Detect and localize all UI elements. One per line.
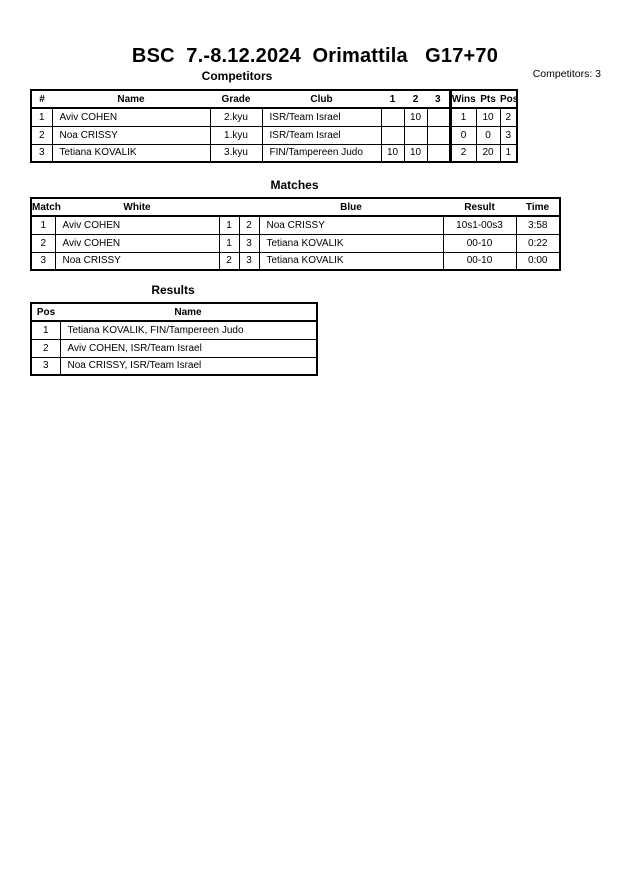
cell-round-1: 10	[381, 144, 404, 162]
cell-name: Tetiana KOVALIK	[52, 144, 210, 162]
cell-name: Tetiana KOVALIK, FIN/Tampereen Judo	[60, 321, 317, 339]
competitor-row	[31, 126, 517, 144]
header-round-1: 1	[381, 90, 404, 108]
cell-match-num: 2	[31, 234, 55, 252]
cell-pos: 1	[500, 144, 517, 162]
cell-round-2: 10	[404, 108, 427, 126]
cell-result: 10s1-00s3	[443, 216, 516, 234]
cell-blue-num: 3	[239, 252, 259, 270]
competitors-section-title: Competitors	[201, 69, 273, 83]
competitors-table	[30, 89, 518, 163]
matches-section-title: Matches	[270, 178, 319, 192]
cell-round-3	[427, 126, 450, 144]
competitor-row	[31, 144, 517, 162]
cell-time: 0:22	[516, 234, 560, 252]
cell-pos: 1	[31, 321, 60, 339]
header-round-3: 3	[427, 90, 450, 108]
cell-result: 00-10	[443, 252, 516, 270]
header-match: Match	[31, 198, 55, 216]
cell-grade: 1.kyu	[210, 126, 262, 144]
cell-result: 00-10	[443, 234, 516, 252]
cell-match-num: 1	[31, 216, 55, 234]
header-wins: Wins	[450, 90, 476, 108]
cell-white-name: Aviv COHEN	[55, 216, 219, 234]
header-num: #	[31, 90, 52, 108]
cell-pos: 2	[31, 339, 60, 357]
header-name: Name	[60, 303, 317, 321]
cell-blue-num: 3	[239, 234, 259, 252]
competitors-count-label: Competitors: 3	[532, 68, 601, 80]
result-row	[31, 357, 317, 375]
header-time: Time	[516, 198, 560, 216]
header-club: Club	[262, 90, 381, 108]
match-row	[31, 252, 560, 270]
cell-blue-name: Noa CRISSY	[259, 216, 443, 234]
header-blue-num	[239, 198, 259, 216]
cell-round-3	[427, 144, 450, 162]
cell-round-2	[404, 126, 427, 144]
header-white-num	[219, 198, 239, 216]
cell-match-num: 3	[31, 252, 55, 270]
cell-round-3	[427, 108, 450, 126]
cell-white-num: 2	[219, 252, 239, 270]
cell-pts: 0	[476, 126, 500, 144]
matches-table	[30, 197, 561, 271]
results-section-title: Results	[151, 283, 195, 297]
header-pos: Pos	[500, 90, 517, 108]
cell-grade: 3.kyu	[210, 144, 262, 162]
cell-name: Aviv COHEN, ISR/Team Israel	[60, 339, 317, 357]
cell-club: ISR/Team Israel	[262, 126, 381, 144]
cell-num: 1	[31, 108, 52, 126]
header-result: Result	[443, 198, 516, 216]
cell-white-name: Noa CRISSY	[55, 252, 219, 270]
match-row	[31, 234, 560, 252]
result-row	[31, 339, 317, 357]
cell-num: 3	[31, 144, 52, 162]
header-name: Name	[52, 90, 210, 108]
cell-pts: 10	[476, 108, 500, 126]
cell-pos: 3	[31, 357, 60, 375]
results-header-row	[31, 303, 317, 321]
cell-wins: 2	[450, 144, 476, 162]
cell-wins: 1	[450, 108, 476, 126]
cell-wins: 0	[450, 126, 476, 144]
matches-header-row	[31, 198, 560, 216]
header-round-2: 2	[404, 90, 427, 108]
cell-grade: 2.kyu	[210, 108, 262, 126]
competitor-row	[31, 108, 517, 126]
cell-name: Noa CRISSY, ISR/Team Israel	[60, 357, 317, 375]
cell-round-1	[381, 108, 404, 126]
page-title: BSC 7.-8.12.2024 Orimattila G17+70	[131, 45, 499, 67]
cell-club: FIN/Tampereen Judo	[262, 144, 381, 162]
header-pts: Pts	[476, 90, 500, 108]
results-table	[30, 302, 318, 376]
cell-num: 2	[31, 126, 52, 144]
cell-club: ISR/Team Israel	[262, 108, 381, 126]
cell-time: 0:00	[516, 252, 560, 270]
cell-blue-name: Tetiana KOVALIK	[259, 234, 443, 252]
cell-name: Aviv COHEN	[52, 108, 210, 126]
header-pos: Pos	[31, 303, 60, 321]
result-row	[31, 321, 317, 339]
cell-time: 3:58	[516, 216, 560, 234]
header-blue: Blue	[259, 198, 443, 216]
competitors-header-row	[31, 90, 517, 108]
header-grade: Grade	[210, 90, 262, 108]
cell-name: Noa CRISSY	[52, 126, 210, 144]
cell-pts: 20	[476, 144, 500, 162]
cell-white-num: 1	[219, 216, 239, 234]
cell-white-num: 1	[219, 234, 239, 252]
cell-round-2: 10	[404, 144, 427, 162]
cell-white-name: Aviv COHEN	[55, 234, 219, 252]
cell-blue-num: 2	[239, 216, 259, 234]
cell-round-1	[381, 126, 404, 144]
match-row	[31, 216, 560, 234]
cell-pos: 3	[500, 126, 517, 144]
cell-pos: 2	[500, 108, 517, 126]
cell-blue-name: Tetiana KOVALIK	[259, 252, 443, 270]
header-white: White	[55, 198, 219, 216]
